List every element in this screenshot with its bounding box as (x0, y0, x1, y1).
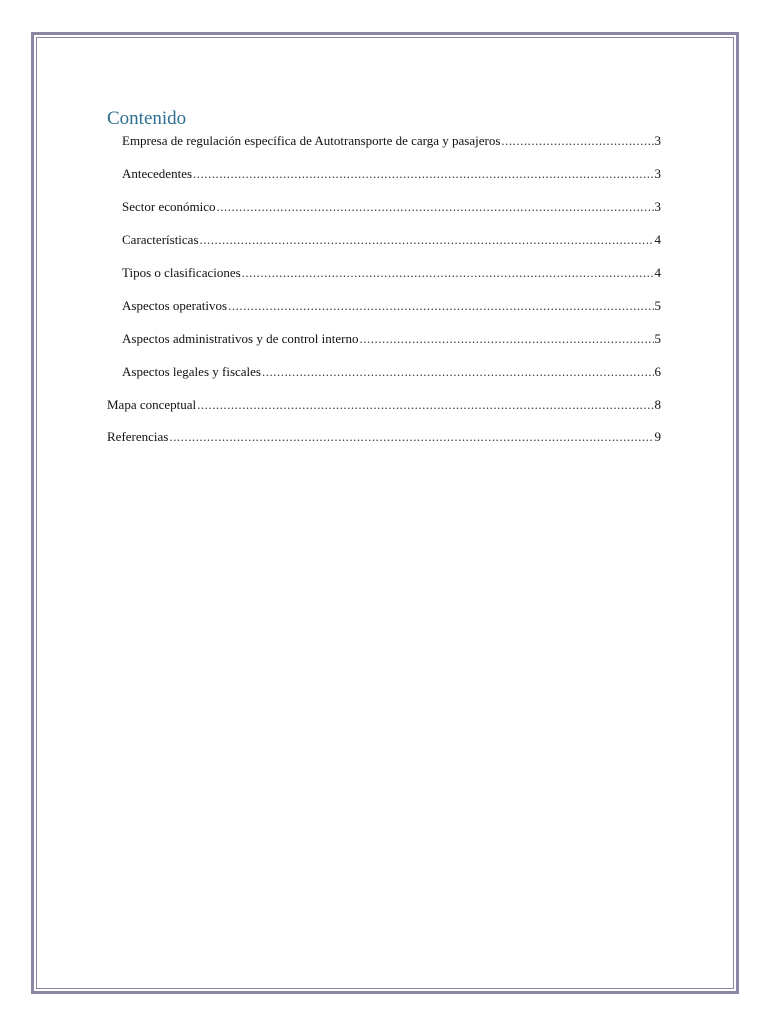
toc-entry-label: Aspectos operativos (122, 298, 228, 313)
toc-dot-leader (242, 265, 654, 281)
toc-dot-leader (197, 397, 653, 413)
toc-entry-page: 3 (654, 166, 661, 181)
table-of-contents (107, 108, 661, 461)
toc-entry-caracteristicas[interactable] (107, 232, 661, 248)
toc-entry-page: 5 (654, 331, 661, 346)
toc-dot-leader (193, 166, 653, 182)
toc-dot-leader (169, 429, 653, 445)
toc-dot-leader (200, 232, 654, 248)
toc-entry-label: Antecedentes (122, 166, 193, 181)
toc-entry-tipos[interactable] (107, 265, 661, 281)
toc-entry-mapa-conceptual[interactable] (107, 397, 661, 413)
toc-entry-referencias[interactable] (107, 429, 661, 445)
toc-entry-page: 3 (654, 133, 661, 148)
toc-entry-sector-economico[interactable] (107, 199, 661, 215)
toc-entry-page: 8 (654, 397, 661, 412)
toc-dot-leader (262, 364, 654, 380)
toc-entry-antecedentes[interactable] (107, 166, 661, 182)
toc-entry-page: 6 (654, 364, 661, 379)
toc-dot-leader (217, 199, 654, 215)
toc-dot-leader (501, 133, 653, 149)
toc-entry-label: Mapa conceptual (107, 397, 197, 412)
toc-entry-page: 3 (654, 199, 661, 214)
toc-entry-label: Aspectos legales y fiscales (122, 364, 261, 379)
toc-entry-label: Aspectos administrativos y de control interno (122, 331, 359, 346)
toc-entry-label: Empresa de regulación específica de Autotransporte de carga y pasajeros (122, 133, 501, 148)
toc-entry-page: 4 (654, 265, 661, 280)
toc-dot-leader (228, 298, 653, 314)
toc-entry-label: Sector económico (122, 199, 216, 214)
toc-entry-empresa[interactable] (107, 133, 661, 149)
toc-entry-aspectos-legales[interactable] (107, 364, 661, 380)
toc-entry-aspectos-operativos[interactable] (107, 298, 661, 314)
toc-entry-label: Características (122, 232, 199, 247)
toc-entry-page: 4 (654, 232, 661, 247)
toc-dot-leader (359, 331, 653, 347)
toc-entry-aspectos-administrativos[interactable] (107, 331, 661, 347)
toc-entry-page: 9 (654, 429, 661, 444)
toc-heading: Contenido (107, 108, 187, 129)
toc-entry-label: Referencias (107, 429, 169, 444)
toc-entry-page: 5 (654, 298, 661, 313)
toc-entry-label: Tipos o clasificaciones (122, 265, 241, 280)
